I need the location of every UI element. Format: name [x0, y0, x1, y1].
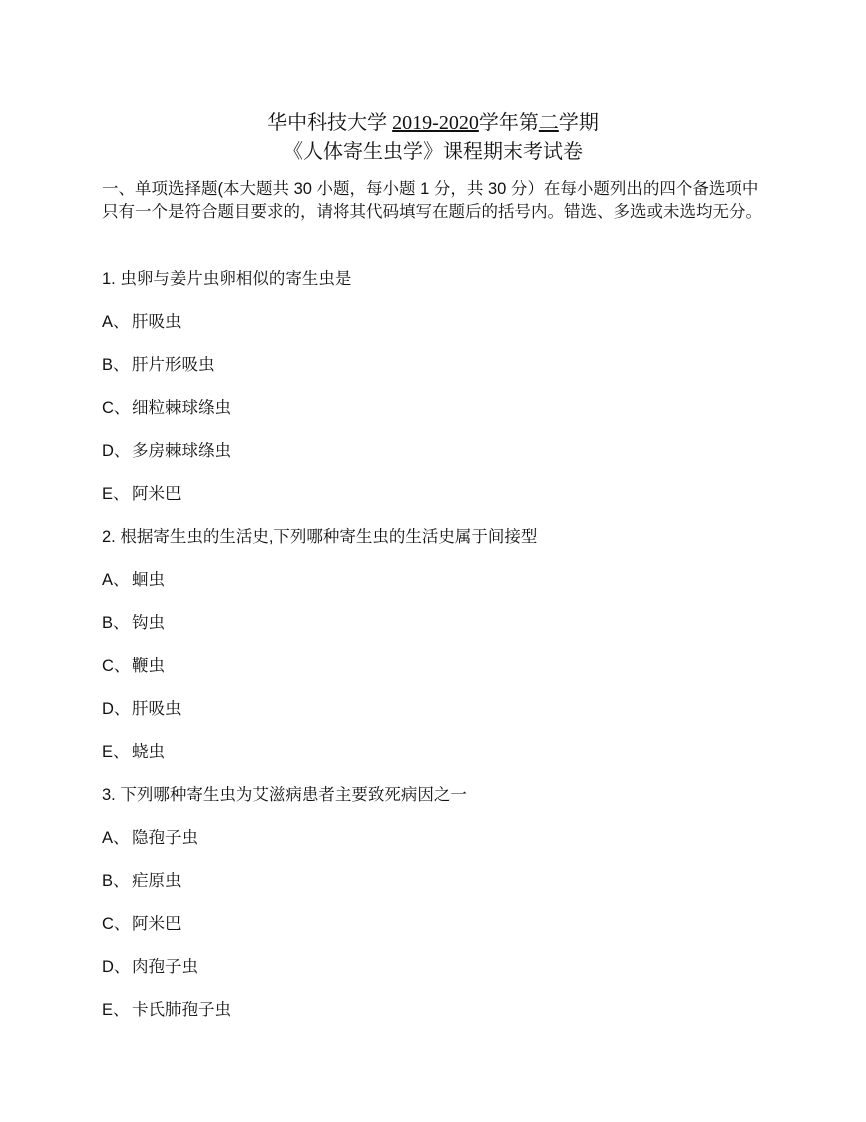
option-letter: D、 — [102, 700, 131, 718]
option-text: 肉孢子虫 — [132, 958, 198, 976]
option-text: 卡氏肺孢子虫 — [132, 1001, 231, 1019]
answer-option — [102, 353, 802, 396]
option-text: 隐孢子虫 — [132, 829, 198, 847]
term-number: 二 — [538, 112, 559, 134]
answer-option — [102, 439, 802, 482]
answer-option — [102, 912, 802, 955]
answer-option — [102, 482, 802, 525]
option-text: 多房棘球绦虫 — [132, 442, 231, 460]
term-suffix: 学期 — [558, 112, 599, 134]
option-letter: A、 — [102, 313, 130, 331]
option-letter: C、 — [102, 399, 131, 417]
option-text: 肝吸虫 — [132, 313, 182, 331]
option-letter: A、 — [102, 571, 130, 589]
option-text: 疟原虫 — [132, 872, 182, 890]
option-text: 钩虫 — [132, 614, 165, 632]
option-text: 细粒棘球绦虫 — [132, 399, 231, 417]
answer-option — [102, 998, 802, 1041]
option-letter: E、 — [102, 485, 130, 503]
option-letter: E、 — [102, 743, 130, 761]
answer-option — [102, 955, 802, 998]
question-stem: 1. 虫卵与姜片虫卵相似的寄生虫是 — [102, 270, 352, 288]
option-text: 鞭虫 — [132, 657, 165, 675]
section-instructions: 一、单项选择题(本大题共 30 小题，每小题 1 分，共 30 分）在每小题列出的四个备选项中只有一个是符合题目要求的，请将其代码填写在题后的括号内。错选、多选或未选均无分。 — [102, 180, 762, 221]
option-letter: C、 — [102, 657, 131, 675]
option-letter: D、 — [102, 958, 131, 976]
term-prefix: 学年第 — [478, 112, 539, 134]
option-letter: B、 — [102, 872, 130, 890]
option-text: 肝吸虫 — [132, 700, 182, 718]
answer-option — [102, 697, 802, 740]
option-letter: D、 — [102, 442, 131, 460]
question-stem: 2. 根据寄生虫的生活史,下列哪种寄生虫的生活史属于间接型 — [102, 528, 538, 546]
answer-option — [102, 826, 802, 869]
question-stem: 3. 下列哪种寄生虫为艾滋病患者主要致死病因之一 — [102, 786, 467, 804]
answer-option — [102, 611, 802, 654]
answer-option — [102, 310, 802, 353]
exam-title: 《人体寄生虫学》课程期末考试卷 — [283, 141, 583, 163]
option-text: 蛔虫 — [132, 571, 165, 589]
option-text: 阿米巴 — [132, 485, 182, 503]
option-letter: C、 — [102, 915, 131, 933]
answer-option — [102, 654, 802, 697]
exam-header — [0, 106, 866, 135]
answer-option — [102, 869, 802, 912]
question-list — [102, 267, 802, 1041]
option-text: 阿米巴 — [132, 915, 182, 933]
academic-year: 2019-2020 — [392, 112, 479, 134]
answer-option — [102, 740, 802, 783]
option-letter: E、 — [102, 1001, 130, 1019]
answer-option — [102, 396, 802, 439]
option-text: 肝片形吸虫 — [132, 356, 215, 374]
answer-option — [102, 568, 802, 611]
option-letter: A、 — [102, 829, 130, 847]
option-text: 蛲虫 — [132, 743, 165, 761]
option-letter: B、 — [102, 614, 130, 632]
university-name: 华中科技大学 — [267, 112, 393, 134]
option-letter: B、 — [102, 356, 130, 374]
